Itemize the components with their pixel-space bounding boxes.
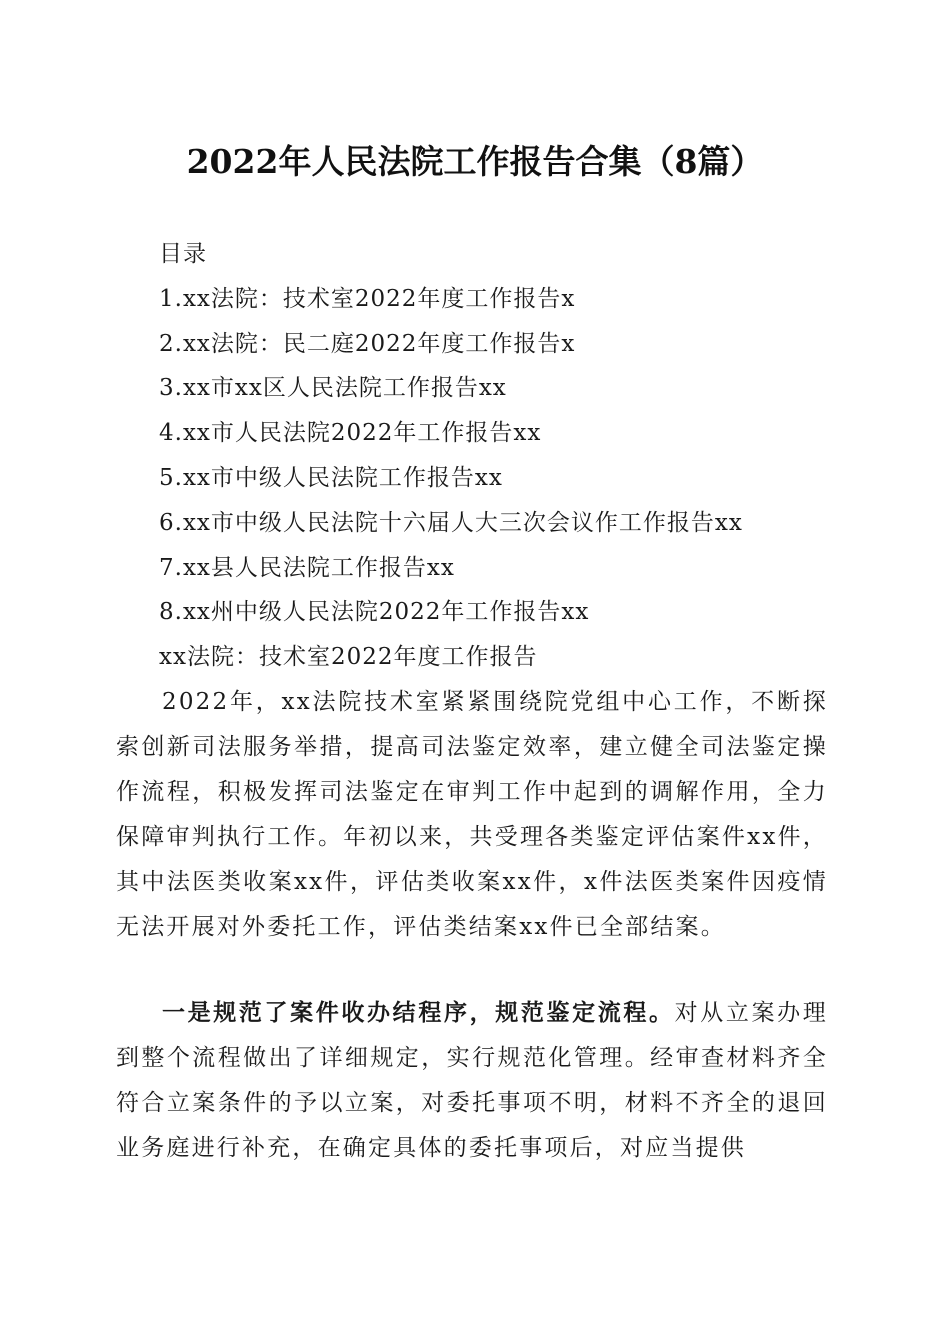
body-paragraph bbox=[116, 990, 828, 1171]
body-paragraph: 2022年，xx法院技术室紧紧围绕院党组中心工作，不断探索创新司法服务举措，提高司法鉴定效率，建立健全司法鉴定操作流程，积极发挥司法鉴定在审判工作中起到的调解作用，全力保障审判执行工作。年初以来，共受理各类鉴定评估案件xx件，其中法医类收案xx件，评估类收案xx件，x件法医类案件因疫情无法开展对外委托工作，评估类结案xx件已全部结案。 bbox=[116, 689, 828, 940]
toc-item: 1.xx法院：技术室2022年度工作报告x bbox=[159, 285, 576, 312]
toc-item: 3.xx市xx区人民法院工作报告xx bbox=[159, 375, 507, 402]
table-of-contents bbox=[159, 232, 839, 680]
paragraph-body-text: 对从立案办理到整个流程做出了详细规定，实行规范化管理。经审查材料齐全符合立案条件的予以立案，对委托事项不明，材料不齐全的退回业务庭进行补充，在确定具体的委托事项后，对应当提供 bbox=[116, 1000, 829, 1161]
section-heading: xx法院：技术室2022年度工作报告 bbox=[159, 644, 538, 671]
toc-item: 5.xx市中级人民法院工作报告xx bbox=[159, 464, 503, 491]
toc-item: 7.xx县人民法院工作报告xx bbox=[159, 554, 455, 581]
document-title: 2022年人民法院工作报告合集（8篇） bbox=[186, 142, 764, 181]
toc-item: 2.xx法院：民二庭2022年度工作报告x bbox=[159, 330, 576, 357]
toc-item: 6.xx市中级人民法院十六届人大三次会议作工作报告xx bbox=[159, 509, 743, 536]
toc-item: 4.xx市人民法院2022年工作报告xx bbox=[159, 420, 542, 447]
paragraph-lead-sentence: 一是规范了案件收办结程序，规范鉴定流程。 bbox=[162, 999, 675, 1026]
toc-item: 8.xx州中级人民法院2022年工作报告xx bbox=[159, 599, 590, 626]
toc-heading: 目录 bbox=[159, 241, 207, 267]
